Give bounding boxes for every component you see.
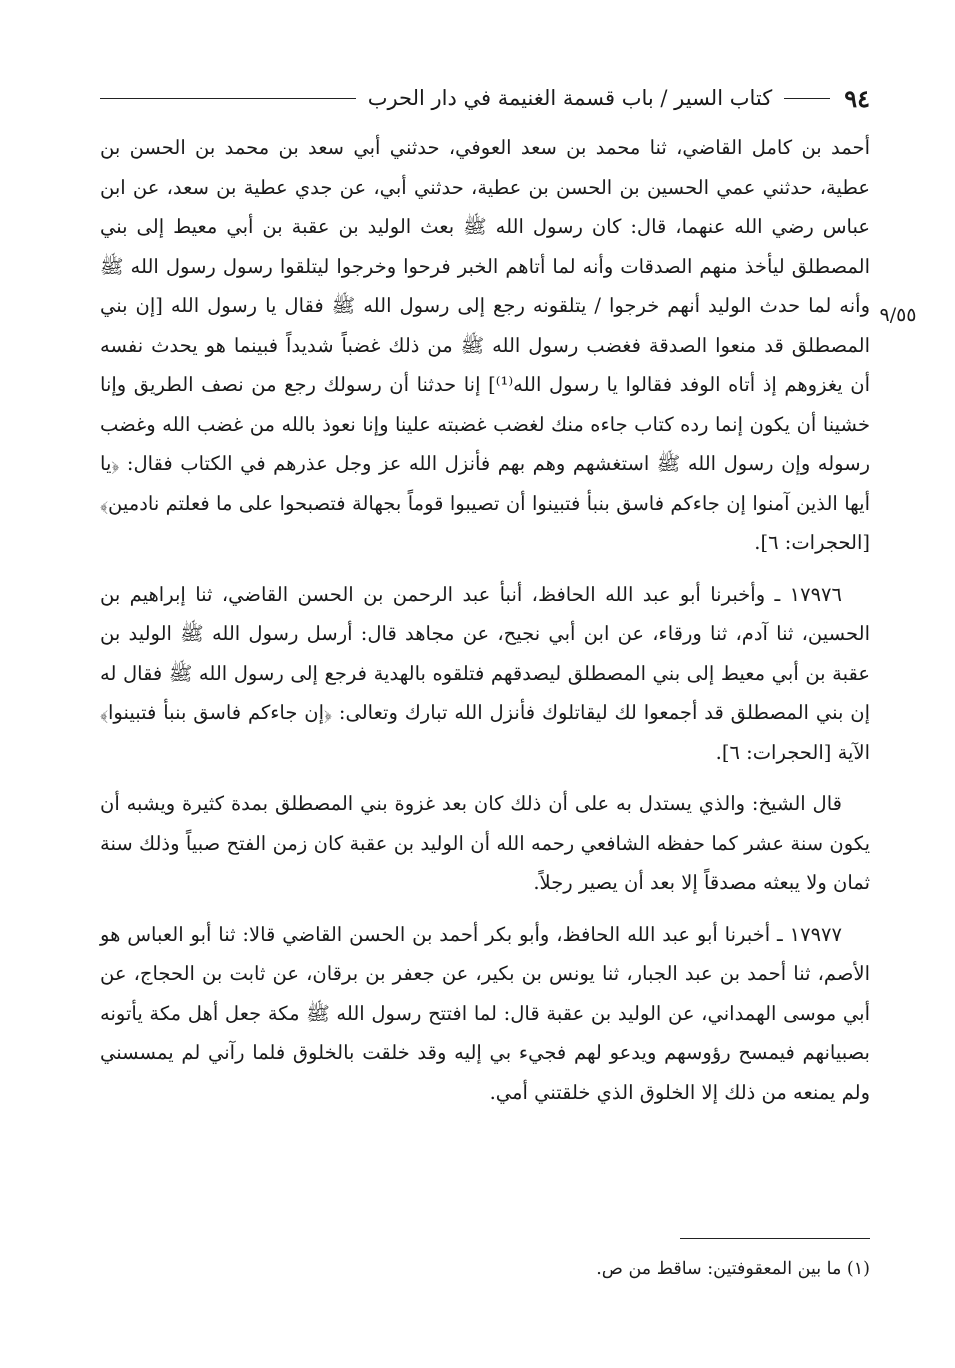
book-page	[40, 70, 920, 1330]
paragraph: أحمد بن كامل القاضي، ثنا محمد بن سعد العوفي، حدثني أبي سعد بن محمد بن الحسن بن عطية، حدثني عمي الحسين بن الحسن بن عطية، حدثني أبي، عن جدي عطية بن سعد، عن ابن عباس رضي الله عنهما، قال: كان رسول الله ﷺ بعث الوليد بن عقبة بن أبي معيط إلى بني المصطلق ليأخذ منهم الصدقات وأنه لما أتاهم الخبر فرحوا وخرجوا ليتلقوا رسول رسول الله ﷺ وأنه لما حدث الوليد أنهم خرجوا / يتلقونه رجع إلى رسول الله ﷺ فقال يا رسول الله [إن بني المصطلق قد منعوا الصدقة فغضب رسول الله ﷺ من ذلك غضباً شديداً فبينما هو يحدث نفسه أن يغزوهم إذ أتاه الوفد فقالوا يا رسول الله⁽¹⁾] إنا حدثنا أن رسولك رجع من نصف الطريق وإنا خشينا أن يكون إنما رده كتاب جاءه منك لغضب غضبته علينا وإنا نعوذ بالله من غضب الله وغضب رسوله وإن رسول الله ﷺ استغشهم وهم بهم فأنزل الله عز وجل عذرهم في الكتاب فقال: ﴿يا أيها الذين آمنوا إن جاءكم فاسق بنبأ فتبينوا أن تصيبوا قوماً بجهالة فتصبحوا على ما فعلتم نادمين﴾ [الحجرات: ٦].	[100, 136, 870, 554]
header-title: كتاب السير / باب قسمة الغنيمة في دار الحرب	[367, 86, 773, 110]
footnote: (١) ما بين المعقوفتين: ساقط من ص.	[596, 1259, 870, 1279]
page-number: ٩٤	[844, 83, 870, 113]
paragraph: ١٧٩٧٧ ـ أخبرنا أبو عبد الله الحافظ، وأبو بكر أحمد بن الحسن القاضي قالا: ثنا أبو العباس هو الأصم، ثنا أحمد بن عبد الجبار، ثنا يونس بن بكير، عن جعفر بن برقان، عن ثابت بن الحجاج، عن أبي موسى الهمداني، عن الوليد بن عقبة قال: لما افتتح رسول الله ﷺ مكة جعل أهل مكة يأتونه بصبيانهم فيمسح رؤوسهم ويدعو لهم فجيء بي إليه وقد خلقت بالخلوق فلما رآني لم يمسسني ولم يمنعه من ذلك إلا الخلوق الذي خلقتني أمي.	[100, 922, 870, 1104]
header-rule	[100, 98, 356, 99]
running-header	[100, 78, 870, 118]
footnote-rule	[680, 1238, 870, 1239]
main-text	[100, 128, 870, 1124]
paragraph: قال الشيخ: والذي يستدل به على أن ذلك كان بعد غزوة بني المصطلق بمدة كثيرة ويشبه أن يكون سنة عشر كما حفظه الشافعي رحمه الله أن الوليد بن عقبة كان زمن الفتح صبياً وذلك سنة ثمان ولا يبعثه مصدقاً إلا بعد أن يصير رجلاً.	[100, 792, 870, 894]
paragraph: ١٧٩٧٦ ـ وأخبرنا أبو عبد الله الحافظ، أنبأ عبد الرحمن بن الحسن القاضي، ثنا إبراهيم بن الحسين، ثنا آدم، ثنا ورقاء، عن ابن أبي نجيح، عن مجاهد قال: أرسل رسول الله ﷺ الوليد بن عقبة بن أبي معيط إلى بني المصطلق ليصدقهم فتلقوه بالهدية فرجع إلى رسول الله ﷺ فقال له إن بني المصطلق قد أجمعوا لك ليقاتلوك فأنزل الله تبارك وتعالى: ﴿إن جاءكم فاسق بنبأ فتبينوا﴾ الآية [الحجرات: ٦].	[100, 582, 870, 764]
margin-note: ٩/٥٥	[879, 304, 917, 326]
header-rule	[784, 98, 830, 99]
